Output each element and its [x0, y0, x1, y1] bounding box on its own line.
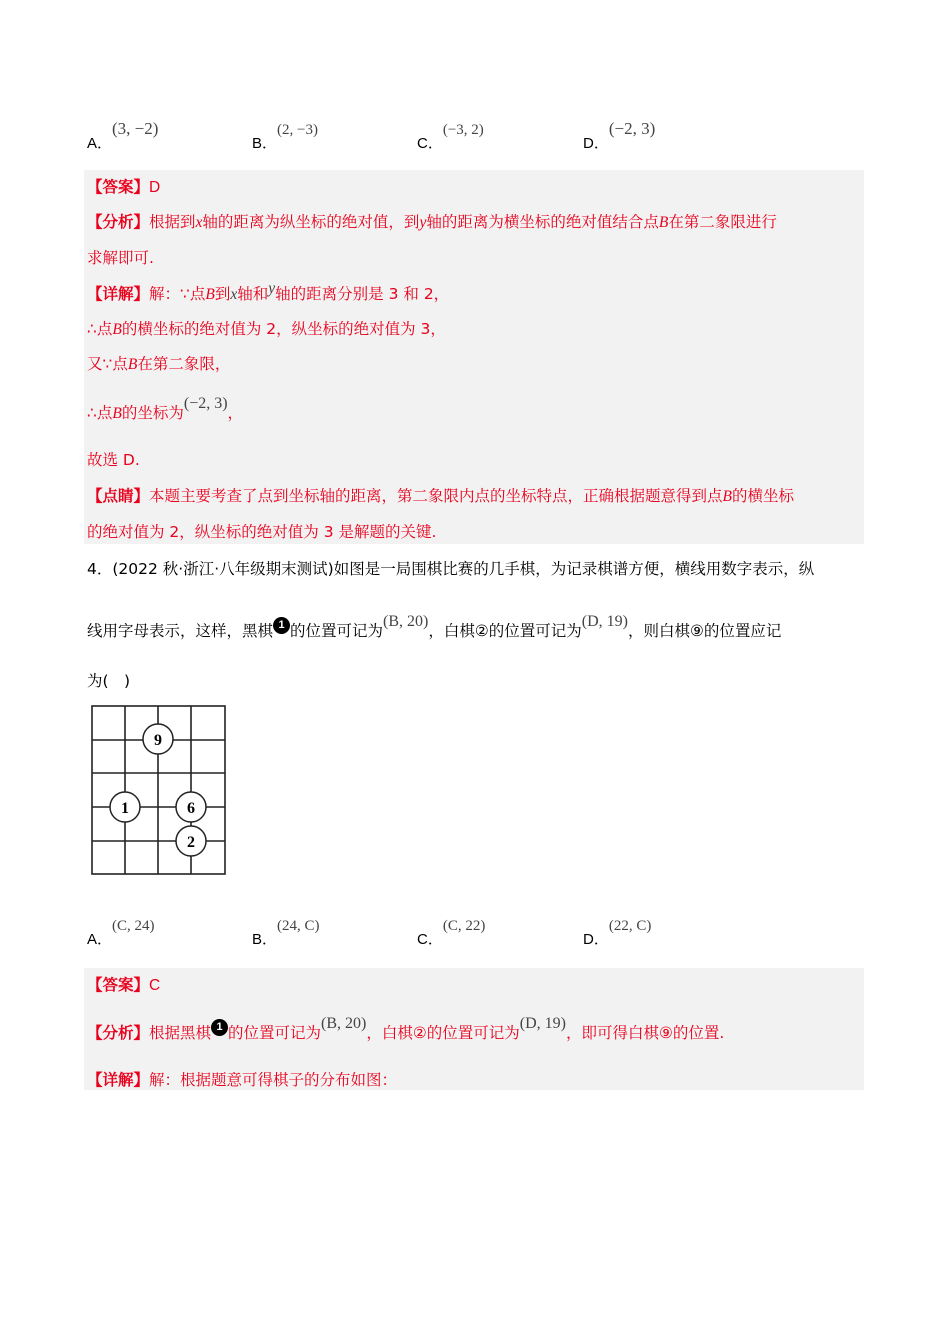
svg-text:2: 2: [187, 834, 195, 851]
comment-text: 的横坐标: [732, 487, 795, 505]
q3-option-c: [417, 118, 484, 152]
q4-option-d: [583, 914, 652, 948]
option-letter: B．: [252, 135, 278, 152]
coordinate: (B, 20): [321, 1015, 367, 1032]
stone-1: [110, 792, 140, 822]
comment-text: 的绝对值为 2，纵坐标的绝对值为 3 是解题的关键.: [87, 523, 437, 541]
q3-comment-line-1: [87, 485, 794, 508]
question-number: 4．: [87, 560, 113, 578]
question-text: 线用字母表示，这样，黑棋: [87, 622, 274, 640]
q3-option-b: [252, 118, 318, 152]
coordinate: (D, 19): [519, 1015, 566, 1032]
analysis-label: 【分析】: [87, 1024, 150, 1042]
option-letter: C．: [417, 135, 443, 152]
analysis-text: ，即可得白棋⑨的位置.: [566, 1024, 725, 1042]
math-y: y: [419, 214, 427, 231]
detail-text: 的坐标为: [121, 404, 184, 422]
q4-analysis: [87, 1015, 725, 1045]
math-x: x: [195, 214, 203, 231]
detail-text: ∴点: [87, 320, 113, 338]
coordinate: (D, 19): [581, 613, 628, 630]
question-text: 为( ): [87, 672, 131, 690]
coordinate: (−2, 3): [183, 395, 228, 412]
q3-detail-line-1: [87, 280, 450, 306]
analysis-text: 轴的距离为纵坐标的绝对值，到: [202, 213, 420, 231]
q3-option-d: [583, 118, 656, 152]
analysis-text: 的位置可记为: [228, 1024, 322, 1042]
q4-option-b: [252, 914, 320, 948]
option-letter: B．: [252, 931, 278, 948]
math-b: B: [722, 488, 732, 505]
answer-value: C: [149, 977, 161, 994]
svg-text:6: 6: [187, 800, 195, 817]
svg-text:9: 9: [154, 732, 162, 749]
answer-label: 【答案】: [87, 976, 150, 994]
go-board-figure: [90, 704, 230, 878]
q4-option-a: [87, 914, 155, 948]
q3-option-a: [87, 118, 159, 152]
option-letter: D．: [583, 135, 609, 152]
analysis-label: 【分析】: [87, 213, 150, 231]
q3-detail-line-3: [87, 353, 230, 376]
q4-answer: [87, 974, 160, 997]
stone-9: [143, 724, 173, 754]
option-value: (−2, 3): [608, 119, 656, 138]
detail-label: 【详解】: [87, 285, 150, 303]
answer-value: D: [149, 179, 161, 196]
question-text: 的位置可记为: [290, 622, 384, 640]
stone-2: [176, 826, 206, 856]
option-value: (22, C): [608, 918, 652, 934]
analysis-text: 根据黑棋: [149, 1024, 212, 1042]
detail-text: 故选 D.: [87, 451, 140, 469]
math-b: B: [112, 321, 122, 338]
answer-label: 【答案】: [87, 178, 150, 196]
question-text: 如图是一局围棋比赛的几手棋，为记录棋谱方便，横线用数字表示，纵: [333, 560, 815, 578]
svg-text:1: 1: [121, 800, 129, 817]
q3-detail-line-5: [87, 449, 140, 471]
analysis-text: ，白棋②的位置可记为: [366, 1024, 520, 1042]
option-value: (C, 24): [112, 918, 155, 934]
q3-answer: [87, 176, 160, 199]
q4-detail: [87, 1069, 397, 1091]
q3-comment-line-2: [87, 521, 436, 543]
option-value: (C, 22): [442, 918, 486, 934]
detail-text: ∴点: [87, 404, 113, 422]
q4-stem-line-1: [87, 558, 814, 580]
option-letter: C．: [417, 931, 443, 948]
stone-6: [176, 792, 206, 822]
option-letter: A．: [87, 135, 113, 152]
coordinate: (B, 20): [383, 613, 429, 630]
detail-label: 【详解】: [87, 1071, 150, 1089]
comment-label: 【点睛】: [87, 487, 150, 505]
math-b: B: [112, 405, 122, 422]
analysis-text: 在第二象限进行: [668, 213, 777, 231]
q3-detail-line-4: [87, 395, 244, 425]
comment-text: 本题主要考查了点到坐标轴的距离，第二象限内点的坐标特点，正确根据题意得到点: [149, 487, 723, 505]
math-x: x: [230, 286, 238, 303]
math-b: B: [658, 214, 669, 231]
detail-text: ，: [227, 404, 244, 422]
analysis-text: 求解即可.: [87, 249, 154, 267]
option-value: (24, C): [277, 918, 320, 934]
detail-text: 的横坐标的绝对值为 2，纵坐标的绝对值为 3，: [121, 320, 446, 338]
detail-text: 在第二象限，: [137, 355, 231, 373]
question-text: ，白棋②的位置可记为: [428, 622, 582, 640]
q3-detail-line-2: [87, 318, 446, 341]
detail-text: 解：根据题意可得棋子的分布如图：: [149, 1071, 398, 1089]
q3-analysis-line-2: [87, 247, 154, 269]
detail-text: 到: [214, 285, 231, 303]
math-b: B: [127, 356, 138, 373]
option-letter: A．: [87, 931, 113, 948]
detail-text: 解：∵点: [149, 285, 206, 303]
black-stone-icon: 1: [211, 1019, 228, 1036]
math-b: B: [205, 286, 215, 303]
detail-text: 轴和: [237, 285, 269, 303]
detail-text: 轴的距离分别是 3 和 2，: [275, 285, 450, 303]
math-y: y: [268, 280, 276, 297]
option-value: (−3, 2): [442, 122, 484, 138]
question-source: (2022 秋·浙江·八年级期末测试): [112, 560, 334, 578]
q4-stem-line-3: [87, 670, 130, 692]
q4-option-c: [417, 914, 486, 948]
analysis-text: 轴的距离为横坐标的绝对值结合点: [426, 213, 659, 231]
q3-analysis-line-1: [87, 211, 777, 234]
detail-text: 又∵点: [87, 355, 128, 373]
analysis-text: 根据到: [149, 213, 196, 231]
option-value: (3, −2): [112, 119, 159, 138]
question-text: ，则白棋⑨的位置应记: [627, 622, 782, 640]
q4-stem-line-2: [87, 613, 782, 643]
option-letter: D．: [583, 931, 609, 948]
option-value: (2, −3): [277, 122, 318, 138]
black-stone-icon: 1: [273, 617, 290, 634]
